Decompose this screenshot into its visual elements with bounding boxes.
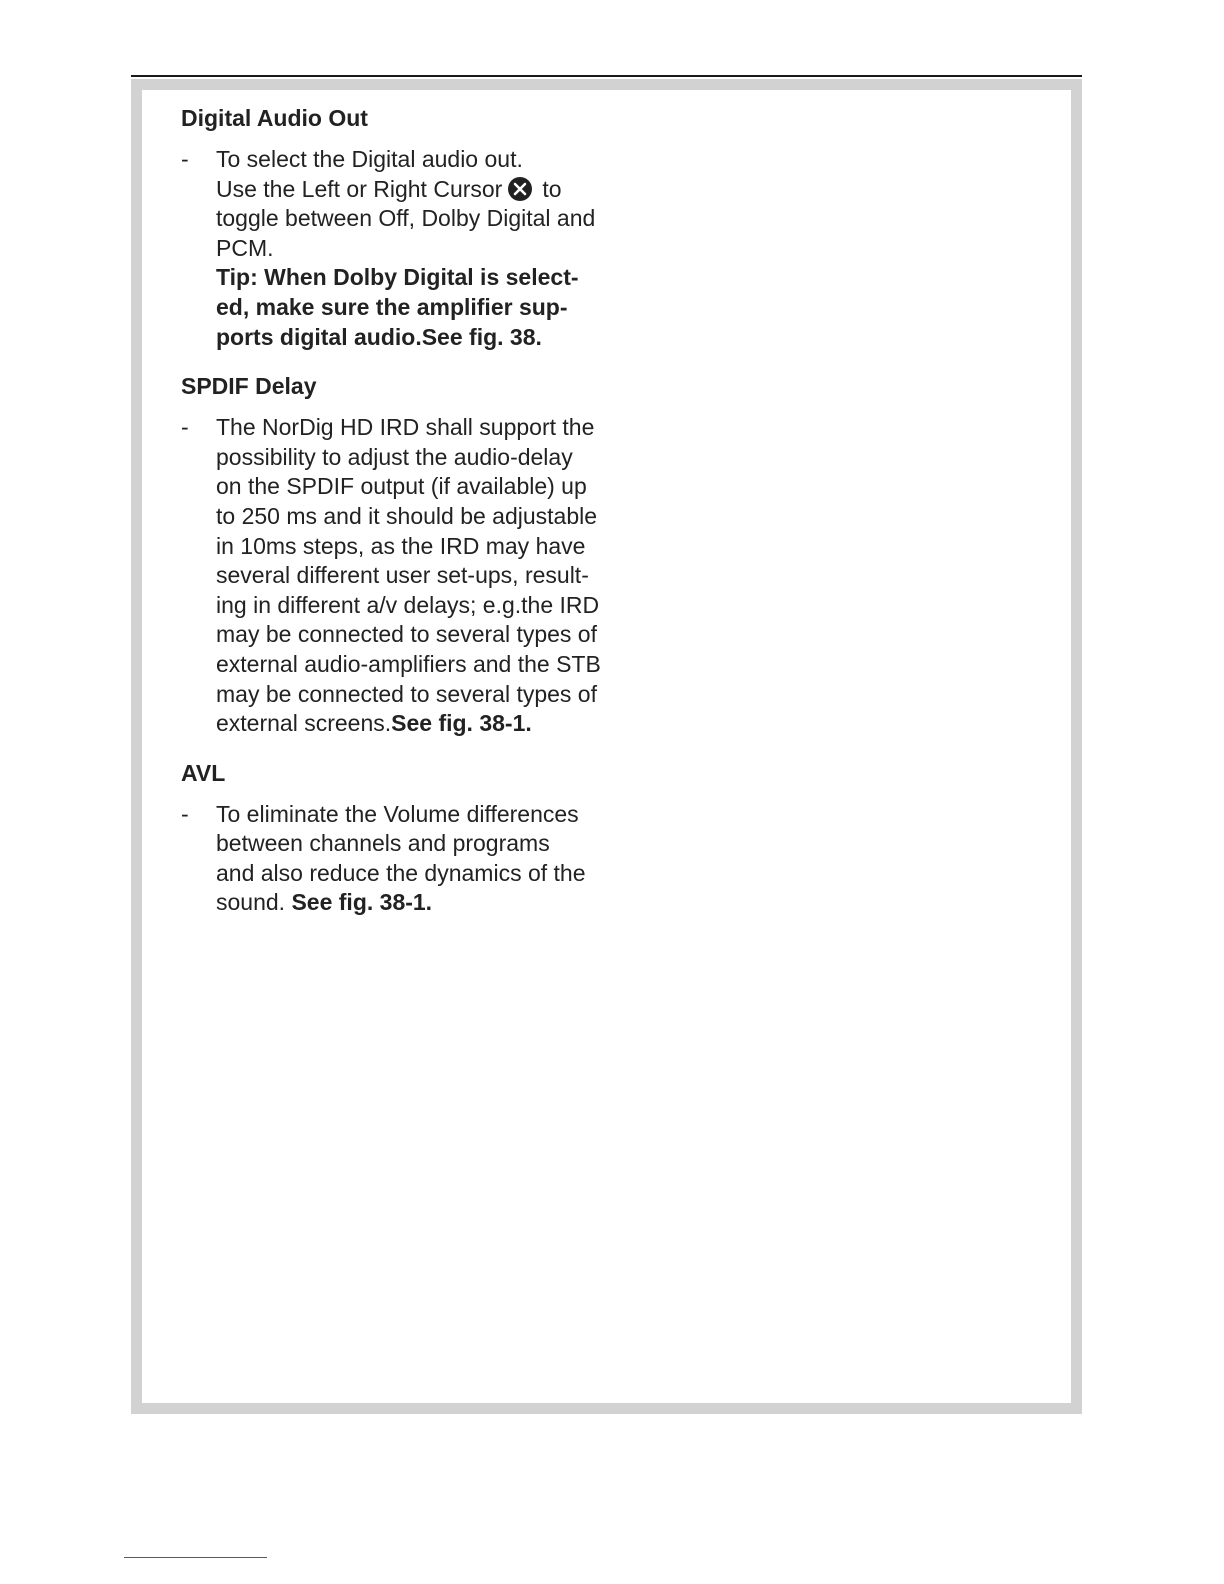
text-fragment: sound.	[216, 889, 286, 916]
item-digital-audio-out	[181, 145, 641, 352]
heading-avl: AVL	[181, 759, 226, 786]
text-line	[216, 888, 641, 918]
text-fragment: to	[542, 175, 562, 202]
figure-reference: See fig. 38-1.	[391, 710, 532, 737]
text-line: may be connected to several types of	[216, 680, 597, 707]
text-line: in 10ms steps, as the IRD may have	[216, 532, 586, 559]
text-line: ing in different a/v delays; e.g.the IRD	[216, 591, 600, 618]
text-line: toggle between Off, Dolby Digital and	[216, 205, 596, 232]
text-line: may be connected to several types of	[216, 621, 597, 648]
text-fragment: external screens.	[216, 710, 392, 737]
footer-line	[124, 1557, 267, 1558]
item-spdif-delay	[181, 413, 641, 739]
text-line: and also reduce the dynamics of the	[216, 859, 586, 886]
section-gap	[181, 739, 641, 758]
top-rule	[131, 75, 1082, 77]
section-gap	[181, 352, 641, 371]
tip-line: ed, make sure the amplifier sup-	[216, 293, 568, 320]
text-line: several different user set-ups, result-	[216, 562, 589, 589]
text-line: The NorDig HD IRD shall support the	[216, 414, 595, 441]
text-line	[216, 709, 641, 739]
text-line: between channels and programs	[216, 830, 550, 857]
bullet-dash: -	[181, 146, 189, 172]
text-line: To eliminate the Volume differences	[216, 800, 579, 827]
text-column	[181, 103, 641, 918]
item-avl	[181, 800, 641, 918]
text-fragment: Use the Left or Right Cursor	[216, 175, 503, 202]
text-line: possibility to adjust the audio-delay	[216, 443, 573, 470]
heading-spdif-delay: SPDIF Delay	[181, 373, 317, 400]
figure-reference: See fig. 38-1.	[291, 889, 433, 916]
text-line-with-icon	[216, 175, 641, 205]
text-line: PCM.	[216, 234, 274, 261]
text-line: external audio-amplifiers and the STB	[216, 650, 601, 677]
text-line: to 250 ms and it should be adjustable	[216, 502, 598, 529]
tip-line: ports digital audio.See fig. 38.	[216, 323, 542, 350]
bullet-dash: -	[181, 800, 189, 827]
text-line: on the SPDIF output (if available) up	[216, 473, 587, 500]
bullet-dash: -	[181, 414, 189, 441]
cursor-left-right-icon	[508, 177, 532, 201]
text-line: To select the Digital audio out.	[216, 146, 523, 172]
tip-line: Tip: When Dolby Digital is select-	[216, 264, 579, 291]
heading-digital-audio-out: Digital Audio Out	[181, 105, 368, 131]
